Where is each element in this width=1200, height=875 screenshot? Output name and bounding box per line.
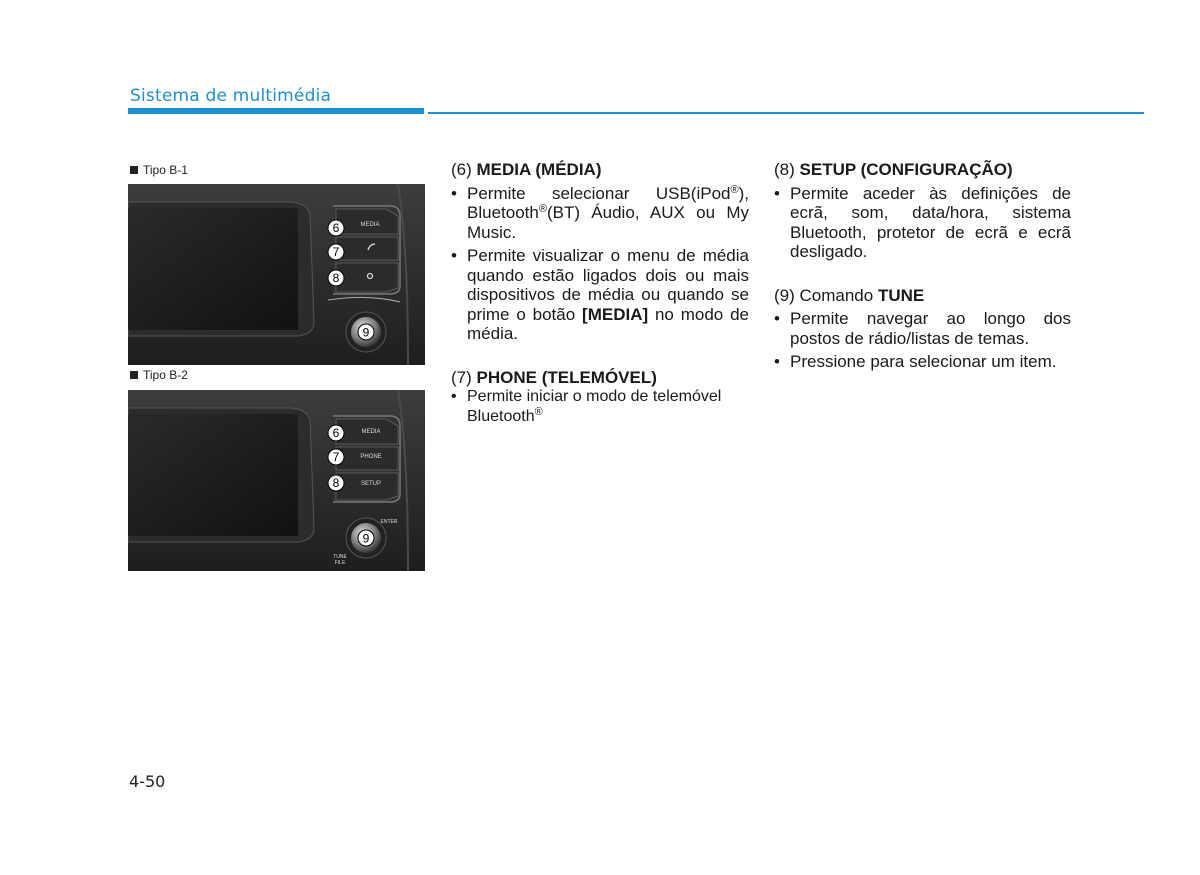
header-bar-accent: [128, 108, 424, 114]
phone-bullet-1: • Permite iniciar o modo de telemóvel Bluetooth®: [451, 387, 749, 426]
svg-text:TUNE: TUNE: [333, 554, 347, 560]
svg-text:6: 6: [332, 221, 340, 235]
setup-bullet-1: • Permite aceder às definições de ecrã, som, data/hora, sistema Bluetooth, protetor de ecrã e ecrã desligado.: [774, 184, 1071, 262]
svg-text:MEDIA: MEDIA: [360, 222, 380, 228]
figure-label-b1: Tipo B-1: [130, 163, 188, 177]
header-rule: [428, 112, 1144, 114]
figure-b1-head-unit: [128, 184, 425, 365]
page-number: 4-50: [129, 772, 166, 791]
column-left: [451, 160, 749, 430]
svg-text:9: 9: [362, 531, 370, 546]
svg-text:FILE: FILE: [334, 560, 346, 566]
svg-text:7: 7: [332, 450, 340, 464]
tune-bullet-2: • Pressione para selecionar um item.: [774, 352, 1071, 372]
section-media-title: (6) MEDIA (MÉDIA): [451, 160, 602, 179]
svg-text:7: 7: [332, 245, 340, 259]
svg-text:9: 9: [362, 325, 370, 340]
svg-text:8: 8: [332, 271, 340, 285]
figure-b2-head-unit: [128, 390, 425, 571]
running-header: Sistema de multimédia: [130, 86, 332, 106]
svg-text:SETUP: SETUP: [360, 481, 382, 487]
svg-text:6: 6: [332, 426, 340, 440]
svg-text:PHONE: PHONE: [360, 454, 382, 460]
column-right: [774, 160, 1071, 376]
tune-bullet-1: • Permite navegar ao longo dos postos de rádio/listas de temas.: [774, 309, 1071, 348]
section-phone-title: (7) PHONE (TELEMÓVEL): [451, 367, 657, 387]
section-tune-title: (9) Comando TUNE: [774, 285, 925, 305]
media-bullet-1: • Permite selecionar USB(iPod®), Bluetooth®(BT) Áudio, AUX ou My Music.: [451, 184, 749, 243]
media-bullet-2: • Permite visualizar o menu de média quando estão ligados dois ou mais dispositivos de média ou quando se prime o botão [MEDIA] no modo de média.: [451, 246, 749, 344]
svg-text:8: 8: [332, 476, 340, 490]
svg-text:ENTER: ENTER: [380, 519, 398, 525]
section-setup-title: (8) SETUP (CONFIGURAÇÃO): [774, 160, 1013, 179]
svg-text:MEDIA: MEDIA: [361, 429, 381, 435]
figure-label-b2: Tipo B-2: [130, 368, 188, 382]
